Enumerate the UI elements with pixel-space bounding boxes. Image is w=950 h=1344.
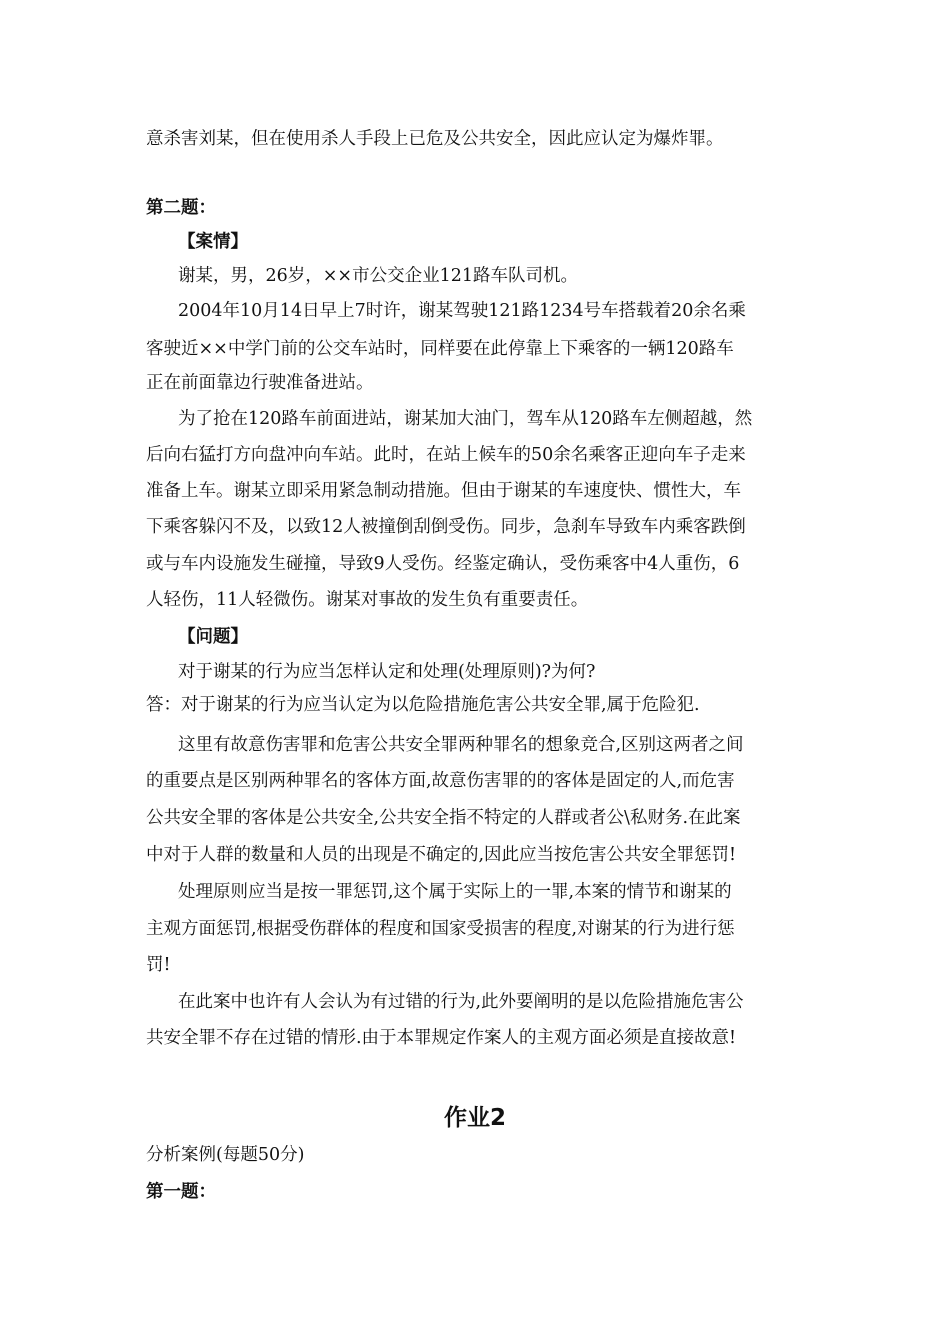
case-label: 【案情】	[178, 232, 248, 252]
case-paragraph-2-line: 人轻伤，11人轻微伤。谢某对事故的发生负有重要责任。	[146, 590, 589, 610]
answer-line: 答：对于谢某的行为应当认定为以危险措施危害公共安全罪,属于危险犯.	[146, 695, 700, 715]
case-paragraph-2-line: 准备上车。谢某立即采用紧急制动措施。但由于谢某的车速度快、惯性大，车	[146, 481, 741, 501]
question-1-title: 第一题：	[146, 1182, 216, 1202]
case-paragraph-2-line: 或与车内设施发生碰撞，导致9人受伤。经鉴定确认，受伤乘客中4人重伤，6	[146, 554, 740, 574]
paragraph-line: 意杀害刘某，但在使用杀人手段上已危及公共安全，因此应认定为爆炸罪。	[146, 129, 724, 149]
answer-paragraph-1-line: 中对于人群的数量和人员的出现是不确定的,因此应当按危害公共安全罪惩罚!	[146, 845, 737, 865]
question-text: 对于谢某的行为应当怎样认定和处理(处理原则)?为何?	[178, 662, 596, 682]
answer-paragraph-2-line: 主观方面惩罚,根据受伤群体的程度和国家受损害的程度,对谢某的行为进行惩	[146, 919, 735, 939]
question-label: 【问题】	[178, 627, 248, 647]
answer-paragraph-2-line: 罚!	[146, 955, 171, 975]
answer-paragraph-3-line: 在此案中也许有人会认为有过错的行为,此外要阐明的是以危险措施危害公	[178, 992, 744, 1012]
case-paragraph-2-line: 后向右猛打方向盘冲向车站。此时，在站上候车的50余名乘客正迎向车子走来	[146, 445, 746, 465]
answer-paragraph-2-line: 处理原则应当是按一罪惩罚,这个属于实际上的一罪,本案的情节和谢某的	[178, 882, 732, 902]
question-2-title: 第二题：	[146, 198, 216, 218]
case-paragraph-1-line: 客驶近××中学门前的公交车站时，同样要在此停靠上下乘客的一辆120路车	[146, 339, 734, 359]
case-paragraph-2-line: 下乘客躲闪不及，以致12人被撞倒刮倒受伤。同步，急刹车导致车内乘客跌倒	[146, 517, 746, 537]
case-paragraph-1-line: 2004年10月14日早上7时许，谢某驾驶121路1234号车搭载着20余名乘	[178, 301, 746, 321]
case-intro: 谢某，男，26岁，××市公交企业121路车队司机。	[178, 266, 578, 286]
case-paragraph-1-line: 正在前面靠边行驶准备进站。	[146, 373, 374, 393]
answer-paragraph-3-line: 共安全罪不存在过错的情形.由于本罪规定作案人的主观方面必须是直接故意!	[146, 1028, 737, 1048]
answer-paragraph-1-line: 这里有故意伤害罪和危害公共安全罪两种罪名的想象竞合,区别这两者之间	[178, 735, 744, 755]
answer-paragraph-1-line: 的重要点是区别两种罪名的客体方面,故意伤害罪的的客体是固定的人,而危害	[146, 771, 735, 791]
homework-2-heading: 作业2	[443, 1105, 506, 1131]
answer-paragraph-1-line: 公共安全罪的客体是公共安全,公共安全指不特定的人群或者公\私财务.在此案	[146, 808, 741, 828]
homework-2-subtitle: 分析案例(每题50分)	[146, 1145, 305, 1165]
case-paragraph-2-line: 为了抢在120路车前面进站，谢某加大油门，驾车从120路车左侧超越，然	[178, 409, 753, 429]
